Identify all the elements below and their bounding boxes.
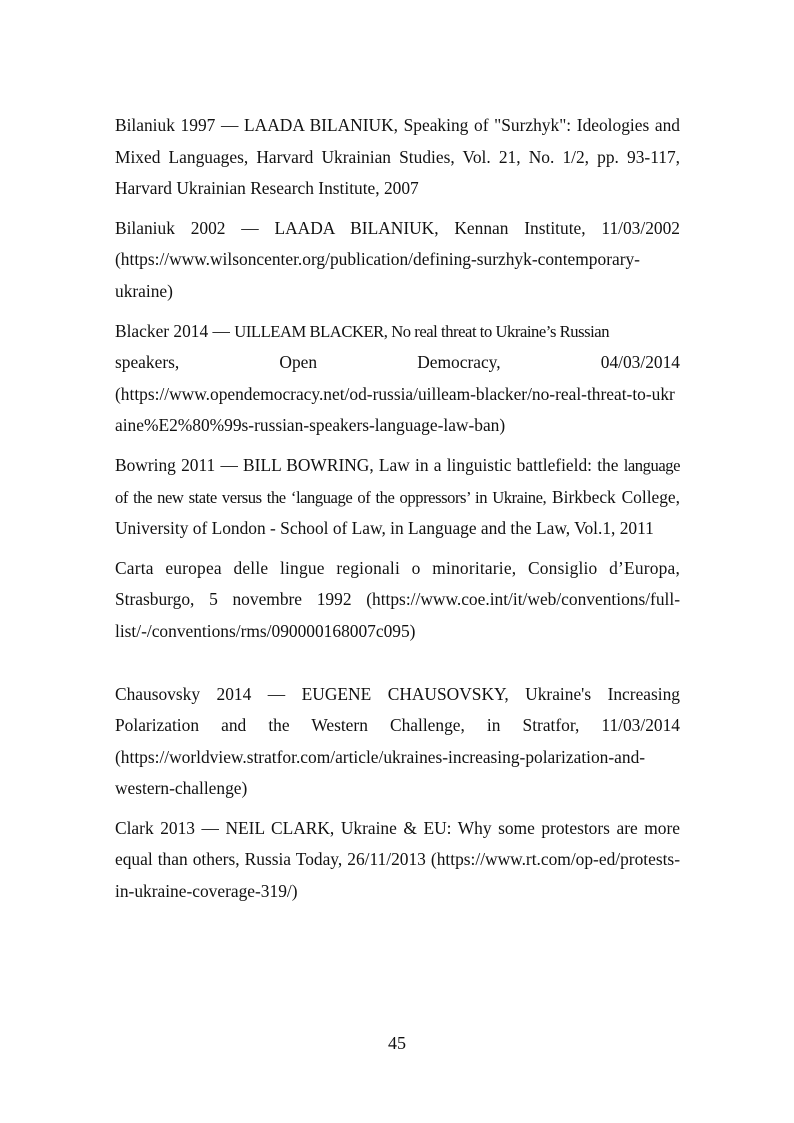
entry-text: Bilaniuk 2002 — LAADA BILANIUK, Kennan Institute, 11/03/2002 (https://www.wilsoncenter.org/publication/defining-surzhyk-contemporary-ukraine)	[115, 217, 680, 301]
entry-title-condensed: language of the new state versus the ‘language of the oppressors’ in Ukraine,	[115, 455, 680, 507]
bibliography-entry-bilaniuk-1997: Bilaniuk 1997 — LAADA BILANIUK, Speaking of "Surzhyk": Ideologies and Mixed Languages, Harvard Ukrainian Studies, Vol. 21, No. 1/2, pp. 93-117, Harvard Ukrainian Research Institute, 2007	[115, 115, 680, 199]
entry-lead: Carta europea delle lingue regionali o minoritarie, Consiglio d’Europa,	[115, 557, 680, 578]
entry-rest: Birkbeck College, University of London - School of Law, in Language and the Law, Vol.1, 2011	[115, 486, 681, 539]
bibliography-entry-chausovsky-2014: Chausovsky 2014 — EUGENE CHAUSOVSKY, Ukraine's Increasing Polarization and the Western Challenge, in Stratfor, 11/03/2014 (https://worldview.stratfor.com/article/ukraines-increasing-polarization-and-western-challenge)	[115, 683, 680, 799]
bibliography-entry-bowring-2011	[115, 450, 680, 545]
page-number: 45	[388, 1033, 406, 1053]
bibliography-page	[115, 110, 680, 916]
entry-lead: Blacker 2014 —	[115, 320, 235, 341]
entry-rest: Strasburgo, 5 novembre 1992 (https://www.coe.int/it/web/conventions/full-list/-/conventions/rms/090000168007c095)	[115, 589, 680, 641]
bibliography-entry-bilaniuk-2002	[115, 213, 680, 308]
bibliography-entry-blacker-2014	[115, 316, 680, 442]
entry-lead: Bowring 2011 — BILL BOWRING, Law in a linguistic battlefield: the	[115, 454, 624, 475]
entry-rest: speakers, Open Democracy, 04/03/2014	[115, 352, 680, 373]
bibliography-entry-clark-2013: Clark 2013 — NEIL CLARK, Ukraine & EU: Why some protestors are more equal than others, Russia Today, 26/11/2013 (https://www.rt.com/op-ed/protests-in-ukraine-coverage-319/)	[115, 817, 680, 902]
bibliography-entry-carta-europea	[115, 553, 680, 648]
entry-url: (https://www.opendemocracy.net/od-russia/uilleam-blacker/no-real-threat-to-ukraine%E2%80%99s-russian-speakers-language-law-ban)	[115, 383, 675, 436]
entry-title-condensed: UILLEAM BLACKER, No real threat to Ukraine’s Russian	[234, 321, 610, 341]
